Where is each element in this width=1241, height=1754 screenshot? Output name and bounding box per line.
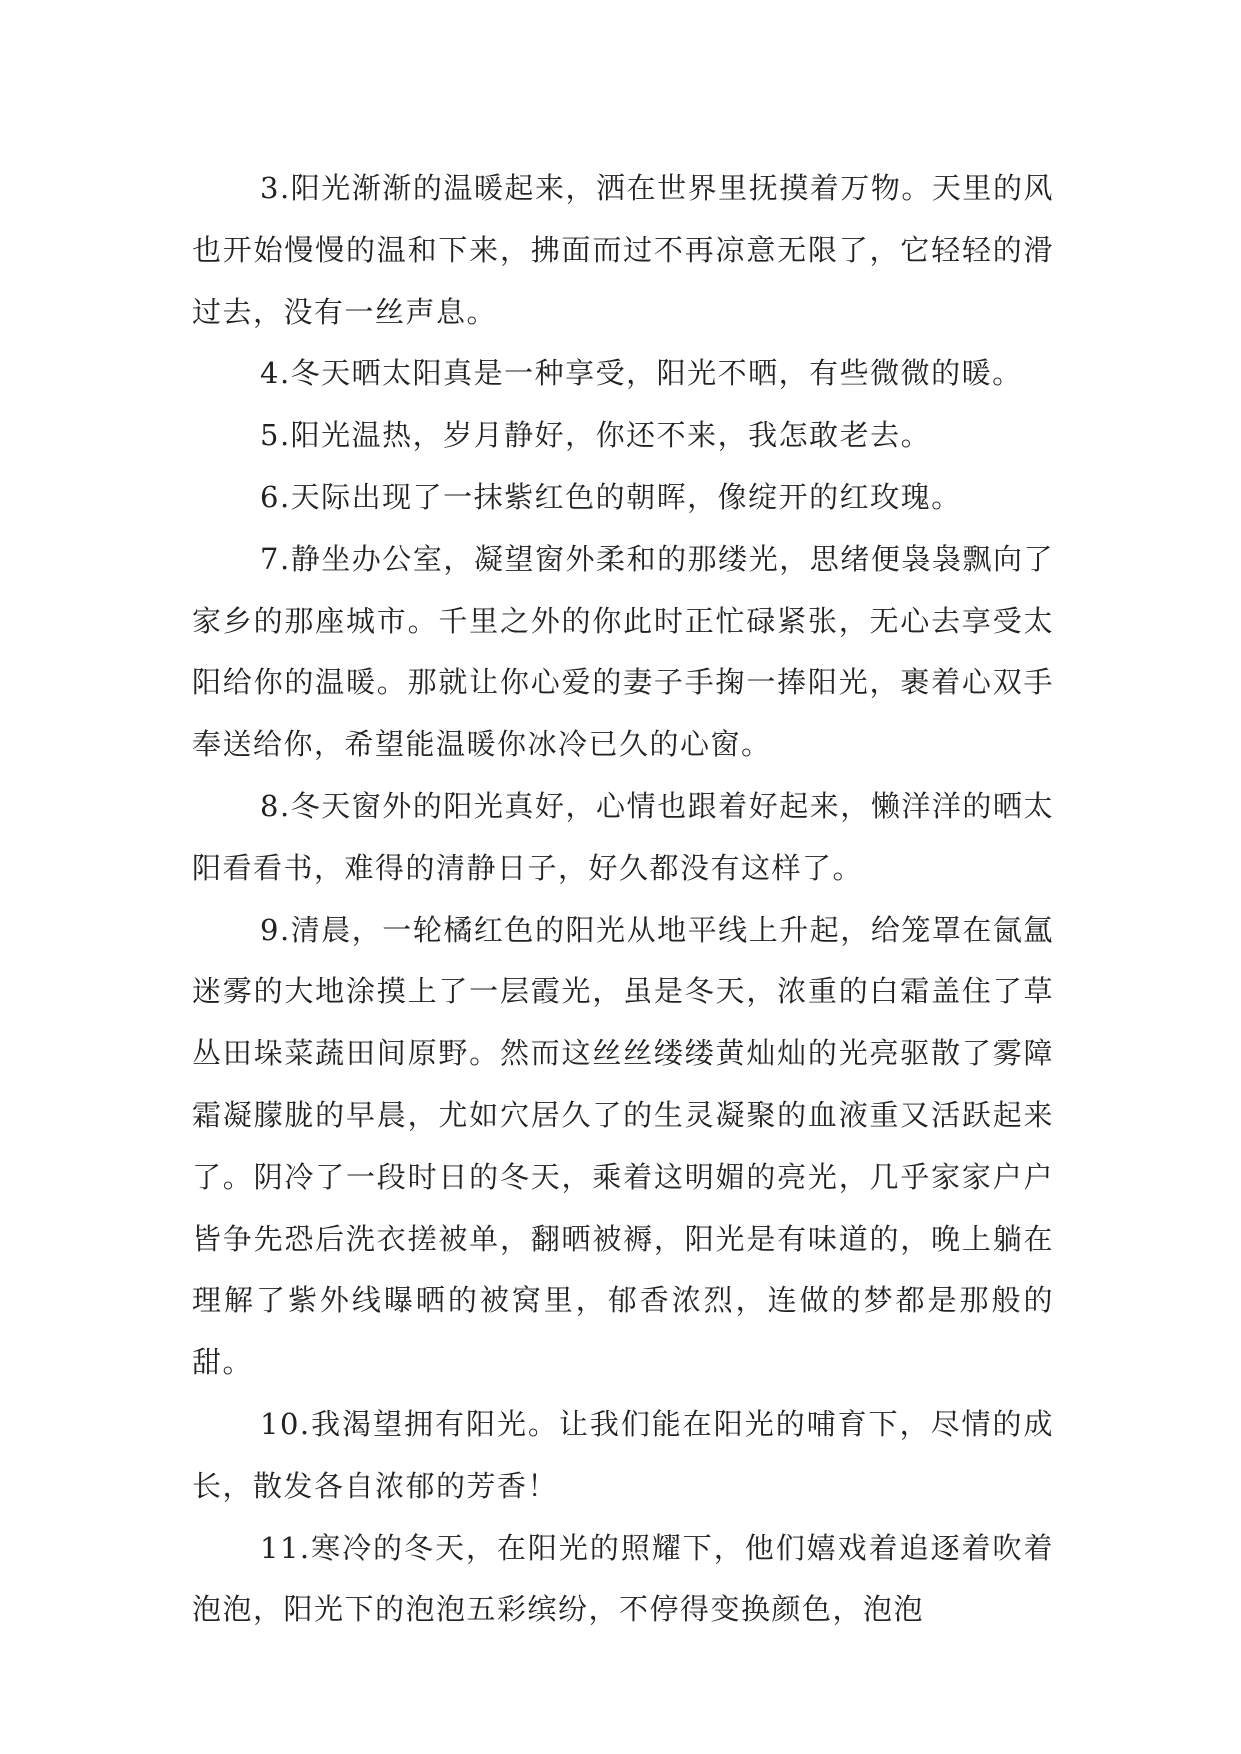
- document-body: [192, 158, 1054, 1641]
- paragraph-7: 7.静坐办公室，凝望窗外柔和的那缕光，思绪便袅袅飘向了家乡的那座城市。千里之外的你此时正忙碌紧张，无心去享受太阳给你的温暖。那就让你心爱的妻子手掬一捧阳光，裹着心双手奉送给你，希望能温暖你冰冷已久的心窗。: [192, 541, 1054, 762]
- paragraph-3: 3.阳光渐渐的温暖起来，洒在世界里抚摸着万物。天里的风也开始慢慢的温和下来，拂面而过不再凉意无限了，它轻轻的滑过去，没有一丝声息。: [192, 171, 1054, 329]
- paragraph-11: 11.寒冷的冬天，在阳光的照耀下，他们嬉戏着追逐着吹着泡泡，阳光下的泡泡五彩缤纷，不停得变换颜色，泡泡: [192, 1530, 1054, 1627]
- paragraph-5: 5.阳光温热，岁月静好，你还不来，我怎敢老去。: [260, 418, 932, 453]
- paragraph-4: 4.冬天晒太阳真是一种享受，阳光不晒，有些微微的暖。: [260, 356, 1023, 391]
- paragraph-6: 6.天际出现了一抹紫红色的朝晖，像绽开的红玫瑰。: [260, 479, 962, 514]
- paragraph-8: 8.冬天窗外的阳光真好，心情也跟着好起来，懒洋洋的晒太阳看看书，难得的清静日子，好久都没有这样了。: [192, 788, 1054, 885]
- paragraph-10: 10.我渴望拥有阳光。让我们能在阳光的哺育下，尽情的成长，散发各自浓郁的芳香！: [192, 1406, 1054, 1503]
- paragraph-9: 9.清晨，一轮橘红色的阳光从地平线上升起，给笼罩在氤氲迷雾的大地涂摸上了一层霞光，虽是冬天，浓重的白霜盖住了草丛田垛菜蔬田间原野。然而这丝丝缕缕黄灿灿的光亮驱散了雾障霜凝朦胧的早晨，尤如穴居久了的生灵凝聚的血液重又活跃起来了。阴冷了一段时日的冬天，乘着这明媚的亮光，几乎家家户户皆争先恐后洗衣搓被单，翻晒被褥，阳光是有味道的，晚上躺在理解了紫外线曝晒的被窝里，郁香浓烈，连做的梦都是那般的甜。: [192, 912, 1054, 1380]
